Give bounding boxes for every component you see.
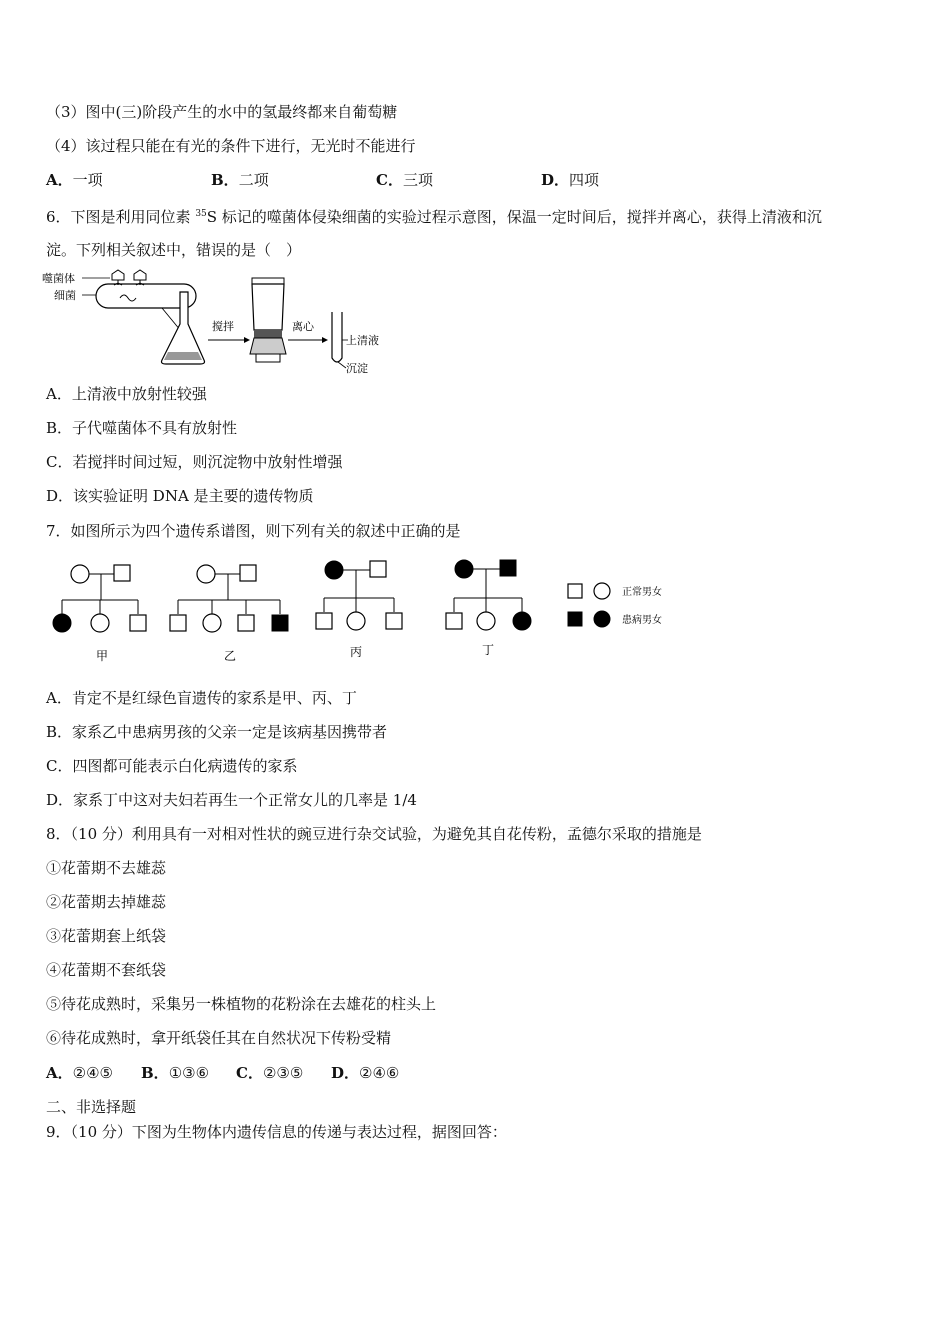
q5-options (46, 170, 599, 190)
label-bacteria: 细菌 (54, 289, 76, 302)
q8-options (46, 1063, 399, 1083)
q6-stem-part2: S 标记的噬菌体侵染细菌的实验过程示意图，保温一定时间后，搅拌并离心，获得上清液和沉 (206, 208, 822, 226)
q6-stem-line1 (46, 204, 822, 227)
pedigree-yi (170, 565, 288, 663)
blender-icon (250, 278, 286, 362)
q8-item-5: ⑤待花成熟时，采集另一株植物的花粉涂在去雄花的柱头上 (46, 995, 437, 1013)
legend-affected: 患病男女 (622, 615, 662, 626)
q8-item-2: ②花蕾期去掉雄蕊 (46, 893, 167, 911)
legend-normal: 正常男女 (622, 587, 662, 598)
q8-item-3: ③花蕾期套上纸袋 (46, 927, 167, 945)
family-label: 乙 (224, 649, 237, 663)
option-text: ②④⑥ (359, 1064, 400, 1082)
phage-icon (134, 270, 146, 285)
option-letter: A． (46, 1064, 73, 1082)
test-tube-icon (332, 312, 342, 362)
q8-item-4: ④花蕾期不套纸袋 (46, 961, 167, 979)
isotope-superscript: 35 (195, 209, 207, 219)
option-text: 一项 (72, 171, 103, 189)
q7-stem: 7．如图所示为四个遗传系谱图，则下列有关的叙述中正确的是 (46, 522, 461, 540)
q5-item-4: （4）该过程只能在有光的条件下进行，无光时不能进行 (46, 137, 416, 155)
phage-experiment-figure (40, 268, 400, 380)
option-text: ②③⑤ (262, 1064, 304, 1082)
family-label: 丁 (482, 643, 495, 657)
q7-option-b: B．家系乙中患病男孩的父亲一定是该病基因携带者 (46, 723, 388, 741)
q6-option-d: D．该实验证明 DNA 是主要的遗传物质 (46, 487, 314, 505)
pedigree-ding (446, 560, 531, 657)
q6-option-a: A．上清液中放射性较强 (46, 385, 207, 403)
q8-item-6: ⑥待花成熟时，拿开纸袋任其在自然状况下传粉受精 (46, 1029, 392, 1047)
option-text: 四项 (569, 171, 600, 189)
option-text: ①③⑥ (168, 1064, 210, 1082)
family-label: 丙 (350, 645, 363, 659)
q6-stem-part1: 6．下图是利用同位素 (46, 208, 196, 226)
q6-option-b: B．子代噬菌体不具有放射性 (46, 419, 238, 437)
option-letter: C． (236, 1064, 263, 1082)
option-text: 二项 (238, 171, 269, 189)
q5-item-3: （3）图中(三)阶段产生的水中的氢最终都来自葡萄糖 (46, 103, 398, 121)
option-letter: B． (211, 171, 239, 189)
option-text: ②④⑤ (72, 1064, 113, 1082)
option-letter: B． (141, 1064, 169, 1082)
q6-stem-line2: 淀。下列相关叙述中，错误的是（ ） (46, 241, 302, 259)
family-label: 甲 (96, 649, 109, 663)
label-stir: 搅拌 (212, 320, 234, 333)
q8-stem: 8．（10 分）利用具有一对相对性状的豌豆进行杂交试验，为避免其自花传粉，孟德尔采取的措施是 (46, 825, 702, 843)
option-text: 三项 (402, 171, 433, 189)
option-letter: C． (376, 171, 403, 189)
q6-option-c: C．若搅拌时间过短，则沉淀物中放射性增强 (46, 453, 343, 471)
q9-stem: 9．（10 分）下图为生物体内遗传信息的传递与表达过程，据图回答： (46, 1123, 507, 1141)
label-supernatant: 上清液 (346, 334, 379, 347)
pedigree-bing (316, 561, 402, 659)
option-letter: D． (541, 171, 570, 189)
q8-item-1: ①花蕾期不去雄蕊 (46, 859, 167, 877)
q7-option-a: A．肯定不是红绿色盲遗传的家系是甲、丙、丁 (46, 689, 357, 707)
label-sediment: 沉淀 (346, 362, 368, 375)
q7-option-c: C．四图都可能表示白化病遗传的家系 (46, 757, 298, 775)
phage-icon (112, 270, 124, 285)
section-title: 二、非选择题 (46, 1098, 137, 1116)
pedigree-jia (53, 565, 146, 663)
q7-option-d: D．家系丁中这对夫妇若再生一个正常女儿的几率是 1/4 (46, 791, 417, 809)
option-letter: D． (331, 1064, 360, 1082)
label-centrifuge: 离心 (292, 320, 314, 333)
option-letter: A． (46, 171, 73, 189)
pedigree-figure (44, 556, 684, 666)
pedigree-legend (568, 583, 662, 627)
label-phage: 噬菌体 (42, 272, 75, 285)
